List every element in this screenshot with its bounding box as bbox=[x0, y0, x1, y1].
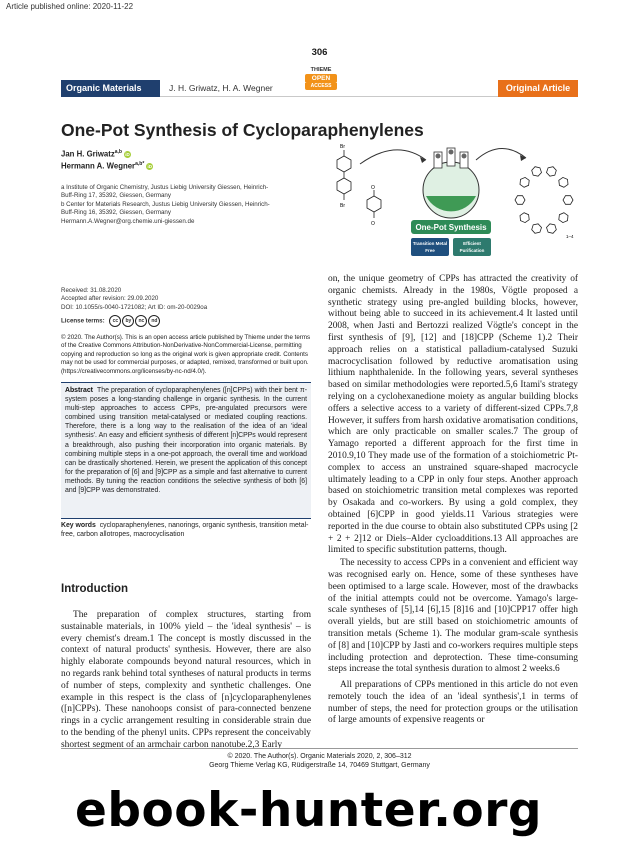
badge-access: ACCESS bbox=[305, 83, 337, 90]
dibromobiphenyl-structure bbox=[337, 150, 351, 200]
tag-right-line-2: Purification bbox=[459, 248, 485, 253]
flask-icon bbox=[423, 148, 479, 218]
right-column bbox=[328, 274, 578, 727]
footer-copyright: © 2020. The Author(s). Organic Materials 2020, 2, 306–312 bbox=[227, 753, 412, 760]
article-dates bbox=[61, 287, 311, 327]
affiliation-a: a Institute of Organic Chemistry, Justus Liebig University Giessen, Heinrich-Buff-Ring 17, 35392, Giessen, Germany bbox=[61, 184, 269, 200]
atom-o-top: O bbox=[371, 185, 375, 191]
journal-name[interactable]: Organic Materials bbox=[61, 80, 160, 97]
received-date: Received: 31.08.2020 bbox=[61, 287, 122, 294]
footer-publisher: Georg Thieme Verlag KG, Rüdigerstraße 14, 70469 Stuttgart, Germany bbox=[209, 762, 430, 769]
accepted-date: Accepted after revision: 29.09.2020 bbox=[61, 295, 159, 303]
license-label: License terms: bbox=[61, 317, 105, 325]
cpp-benzene-ring bbox=[547, 167, 557, 177]
license-row bbox=[61, 315, 311, 327]
footer-divider bbox=[61, 748, 578, 749]
keywords-label: Key words bbox=[61, 522, 96, 529]
author-name: Jan H. Griwatz bbox=[61, 149, 115, 159]
cpp-benzene-ring bbox=[559, 213, 568, 223]
badge-publisher: THIEME bbox=[310, 67, 332, 73]
abstract-body: The preparation of cycloparaphenylenes ([n]CPPs) with their bent π-system poses a long-standing challenge in organic synthesis. In the current multi-step approaches to access CPPs, pre-angulated precursors were combined using transition metal-catalysed or mediated coupling reactions. Therefore, there is a long way to the realisation of the idea of an 'ideal synthesis'. An easy and efficient synthesis of different [n]CPPs would represent a breakthrough, also pushing their incorporation into organic materials. By combining multiple steps in a one-pot approach, the overall time and workload can be drastically shortened. Herein, we present the application of this concept for the preparation of [6] and [9]CPP as a simple and fast alternative to current methods. By tuning the reaction conditions the selective synthesis of both [6] and [9]CPP was demonstrated. bbox=[65, 387, 307, 495]
intro-paragraph bbox=[61, 610, 311, 752]
author-affil-mark: a,b bbox=[114, 149, 122, 155]
abstract-label: Abstract bbox=[65, 387, 93, 394]
cpp-ring-structure bbox=[515, 167, 573, 234]
tag-left-line-1: Transition Metal bbox=[412, 241, 448, 246]
abstract-text bbox=[65, 386, 307, 495]
cpp-benzene-ring bbox=[532, 167, 542, 177]
watermark: ebook-hunter.org bbox=[75, 783, 543, 838]
graphical-abstract bbox=[316, 138, 578, 268]
nc-icon: nc bbox=[135, 315, 147, 327]
nd-icon: nd bbox=[148, 315, 160, 327]
cpp-benzene-ring bbox=[520, 213, 529, 223]
by-icon: by bbox=[122, 315, 134, 327]
article-type: Original Article bbox=[498, 80, 578, 97]
intro-paragraph-text: The preparation of complex structures, starting from sustainable materials, in 100% yield – the 'ideal synthesis' – is every chemist's dream.1 The concept is mostly discussed in the context of natural products' synthesis. However, there are also highly elaborate compounds beyond natural resources, which in no regards rank behind total syntheses of natural products in terms of number of steps, complexity and synthetic challenges. One example in this respect is the class of [n]cycloparaphenylenes ([n]CPPs). These nanohoops consist of para-connected benzene rings in a cyclic arrangement resulting in considerable strain due to the bending of the phenyl units. CPPs represent the conceivably shortest segment of an armchair carbon nanotube.2,3 Early bbox=[61, 610, 311, 750]
author-name: Hermann A. Wegner bbox=[61, 161, 136, 171]
badge-open: OPEN bbox=[305, 74, 337, 83]
arrow-out bbox=[476, 148, 526, 160]
copyright-notice: © 2020. The Author(s). This is an open access article published by Thieme under the terms of the Creative Commons Attribution-NonDerivative-NonCommercial-License, permitting copying and reproduction so long as the original work is given appropriate credit. Contents may not be used for commercial purposes, or adapted, remixed, transformed or built upon. (https://creativecommons.org/licenses/by-nc-nd/4.0/). bbox=[61, 334, 311, 375]
cpp-benzene-ring bbox=[532, 224, 542, 234]
tag-left-line-2: Free bbox=[425, 248, 435, 253]
article-title: One-Pot Synthesis of Cycloparaphenylenes bbox=[61, 120, 424, 140]
right-paragraph-2: The necessity to access CPPs in a convenient and efficient way was recognised early on. Hence, some of these syntheses have been optimised to a large scale. However, most of the drawbacks of the initial attempts could not be overcome. Yamago's large-scale syntheses of [5],14 [6],15 [8]16 and [10]CPP17 offer high overall yields, but are still based on stoichiometric amounts of transition metals (Scheme 1). The modular gram-scale synthesis of [8] and [10]CPP by Jasti and co-workers requires multiple steps including protection and deprotection. These time-consuming steps increase the total synthesis duration to almost 2 weeks.6 bbox=[328, 558, 578, 675]
author-affil-mark: a,b* bbox=[135, 161, 145, 167]
keywords bbox=[61, 521, 311, 539]
page-number: 306 bbox=[311, 47, 328, 58]
cpp-benzene-ring bbox=[515, 196, 525, 205]
running-authors: J. H. Griwatz, H. A. Wegner bbox=[169, 83, 273, 93]
ring-subscript: 1–4 bbox=[566, 234, 574, 239]
arrow-in bbox=[360, 150, 426, 164]
cpp-benzene-ring bbox=[520, 177, 529, 187]
right-paragraph-1: on, the unique geometry of CPPs has attracted the creativity of organic chemists. Already in the 1980s, Vögtle proposed a synthetic strategy using pre-angled building blocks, however, without being able to succeed in its achievement.4 It lasted until 2008, when Jasti and Bertozzi realized Vögtle's concept in the first synthesis of [9], [12] and [18]CPP (Scheme 1).2 Their approach relies on a statistical palladium-catalysed Suzuki macrocyclisation followed by reductive aromatisation using lithium naphthalenide. In the following years, several syntheses based on similar methodologies were reported.5,6 Itami's strategy relying on a cyclohexanedione moiety as angular building blocks offers a selective access to a variety of different-sized CPPs.7,8 However, it suffers from harsh oxidative aromatisation conditions, which are only practicable on smaller scales.7 The group of Yamago reported a different approach for the first time in 2010.9,10 They made use of the formation of a stoichiometric Pt-complex to access an unstrained square-shaped macrocycle ultimately leading to a CPP in only four steps. Another approach based on stoichiometric transition metal complexes was reported by Osakada and co-workers. By using a gold complex, they obtained [6]CPP in good yields.11 Various strategies were reported in the due course to obtain also substituted CPPs using [2 + 2 + 2]12 or Diels–Alder cycloadditions.13 All approaches are limited to specific substitution patterns, though. bbox=[328, 274, 578, 556]
tag-right-line-1: Efficient bbox=[463, 241, 481, 246]
atom-br-top: Br bbox=[340, 144, 345, 150]
atom-o-bottom: O bbox=[371, 221, 375, 227]
cpp-benzene-ring bbox=[563, 196, 573, 205]
one-pot-label: One-Pot Synthesis bbox=[415, 223, 487, 232]
dione-structure bbox=[367, 190, 381, 218]
open-access-badge bbox=[305, 67, 337, 97]
cc-icon: cc bbox=[109, 315, 121, 327]
published-note: Article published online: 2020-11-22 bbox=[6, 2, 134, 11]
orcid-icon[interactable]: iD bbox=[147, 163, 153, 169]
orcid-icon[interactable]: iD bbox=[125, 151, 130, 157]
abstract-box bbox=[61, 382, 311, 519]
section-heading-introduction: Introduction bbox=[61, 583, 129, 595]
affiliation-b: b Center for Materials Research, Justus Liebig University Giessen, Heinrich-Buff-Ring 16, 35392, Giessen, Germany bbox=[61, 201, 270, 217]
author-1[interactable] bbox=[61, 149, 131, 159]
author-2[interactable] bbox=[61, 161, 153, 171]
cc-license-icons[interactable] bbox=[109, 315, 161, 327]
cpp-benzene-ring bbox=[547, 224, 557, 234]
keywords-text: cycloparaphenylenes, nanorings, organic synthesis, transition metal-free, carbon allotropes, macrocyclisation bbox=[61, 522, 309, 539]
running-header bbox=[61, 67, 578, 97]
right-paragraph-3: All preparations of CPPs mentioned in this article do not even remotely touch the idea of an 'ideal synthesis',1 in terms of number of steps, the need for protection groups or the utilisation of large amounts of expensive reagents or bbox=[328, 680, 578, 726]
corresponding-email[interactable]: Hermann.A.Wegner@org.chemie.uni-giessen.de bbox=[61, 218, 195, 225]
atom-br-bottom: Br bbox=[340, 203, 345, 209]
doi[interactable]: DOI: 10.1055/s-0040-1721082; Art ID: om-20-0029oa bbox=[61, 303, 208, 311]
cpp-benzene-ring bbox=[559, 177, 568, 187]
